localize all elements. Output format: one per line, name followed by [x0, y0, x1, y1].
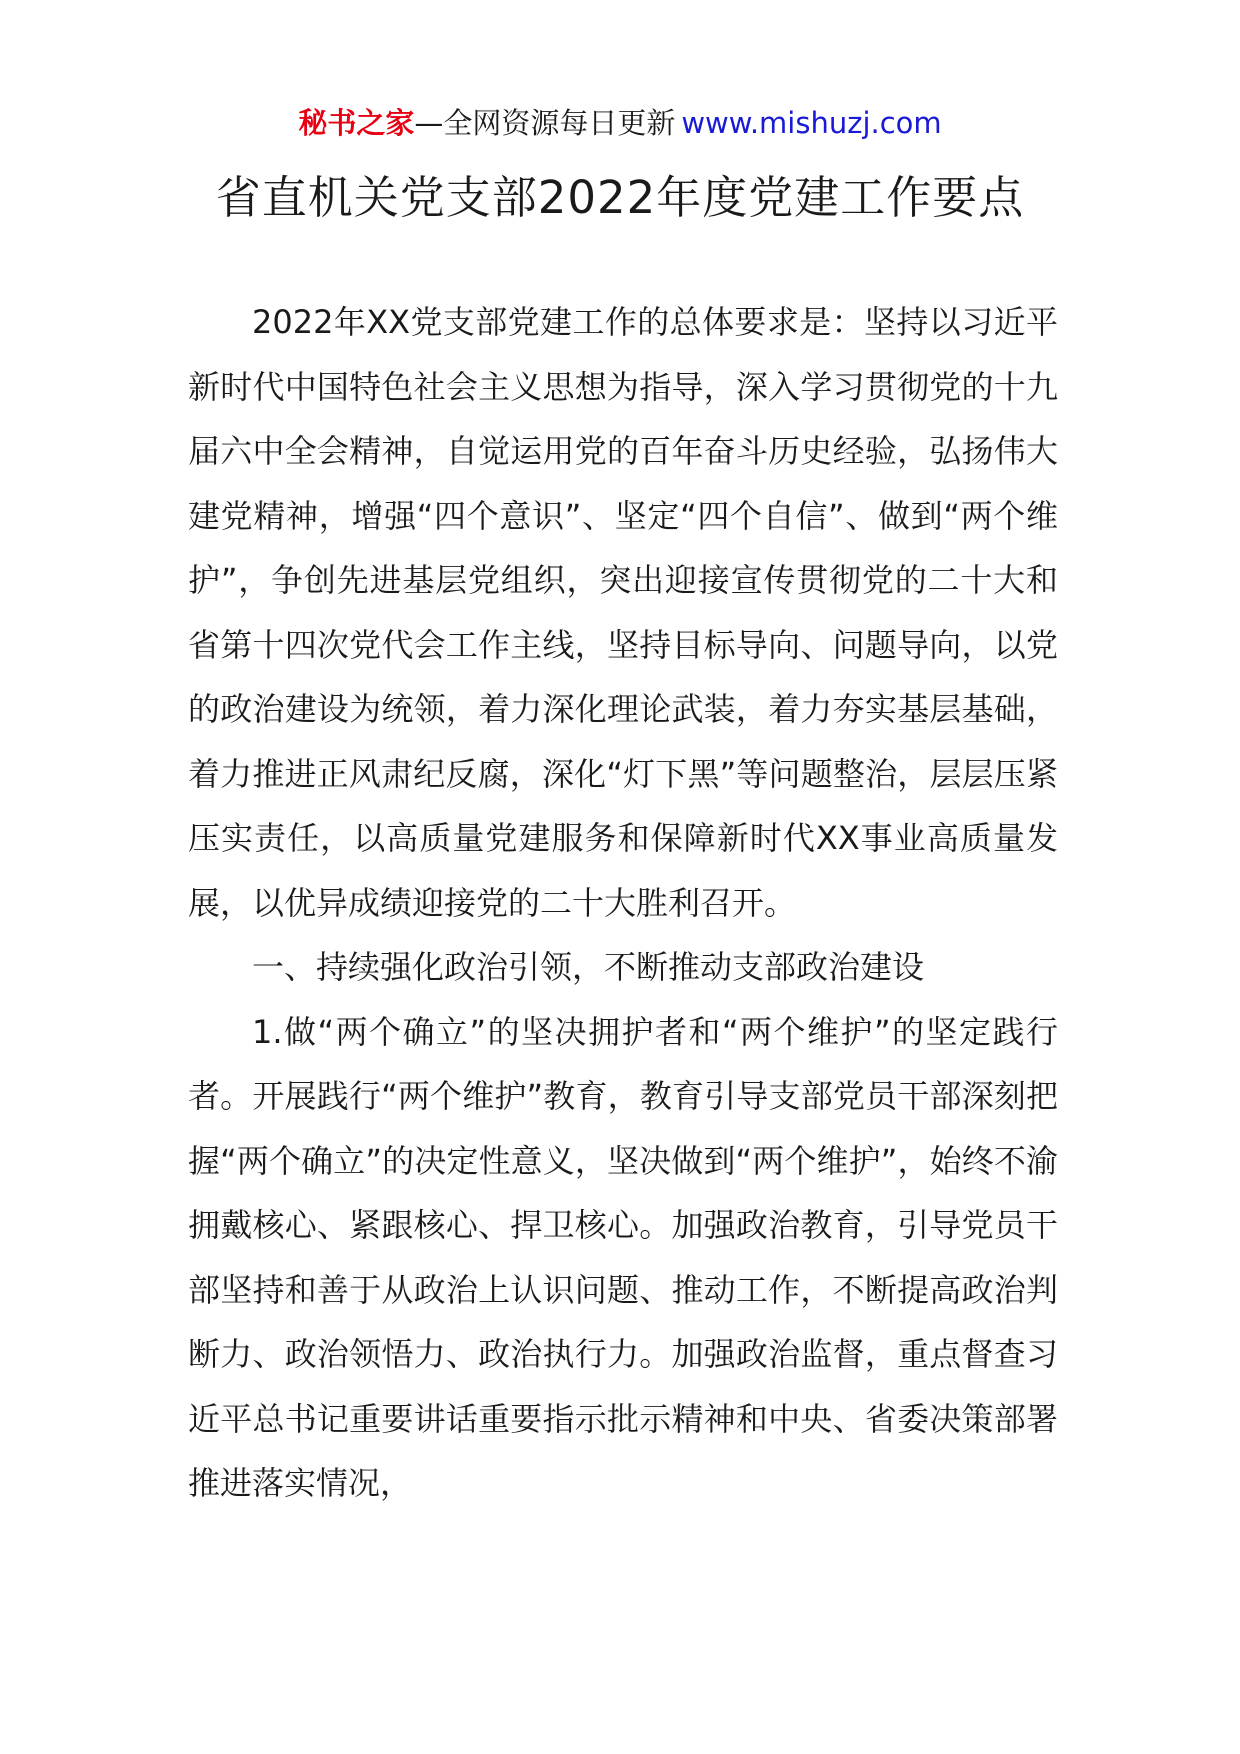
- section-heading: 一、持续强化政治引领，不断推动支部政治建设: [252, 948, 925, 986]
- watermark-header: [0, 98, 1240, 148]
- header-brand: 秘书之家: [298, 106, 415, 140]
- document-body: [188, 290, 1058, 1516]
- header-tagline: —全网资源每日更新: [414, 106, 676, 140]
- intro-paragraph: 2022年XX党支部党建工作的总体要求是：坚持以习近平新时代中国特色社会主义思想为指导，深入学习贯彻党的十九届六中全会精神，自觉运用党的百年奋斗历史经验，弘扬伟大建党精神，增强“四个意识”、坚定“四个自信”、做到“两个维护”，争创先进基层党组织，突出迎接宣传贯彻党的二十大和省第十四次党代会工作主线，坚持目标导向、问题导向，以党的政治建设为统领，着力深化理论武装，着力夯实基层基础，着力推进正风肃纪反腐，深化“灯下黑”等问题整治，层层压紧压实责任，以高质量党建服务和保障新时代XX事业高质量发展，以优异成绩迎接党的二十大胜利召开。: [188, 303, 1058, 922]
- body-paragraph: 1.做“两个确立”的坚决拥护者和“两个维护”的坚定践行者。开展践行“两个维护”教育，教育引导支部党员干部深刻把握“两个确立”的决定性意义，坚决做到“两个维护”，始终不渝拥戴核心、紧跟核心、捍卫核心。加强政治教育，引导党员干部坚持和善于从政治上认识问题、推动工作，不断提高政治判断力、政治领悟力、政治执行力。加强政治监督，重点督查习近平总书记重要讲话重要指示批示精神和中央、省委决策部署推进落实情况，: [188, 1012, 1058, 1502]
- header-site-link[interactable]: www.mishuzj.com: [681, 106, 942, 140]
- document-title: 省直机关党支部2022年度党建工作要点: [215, 171, 1025, 224]
